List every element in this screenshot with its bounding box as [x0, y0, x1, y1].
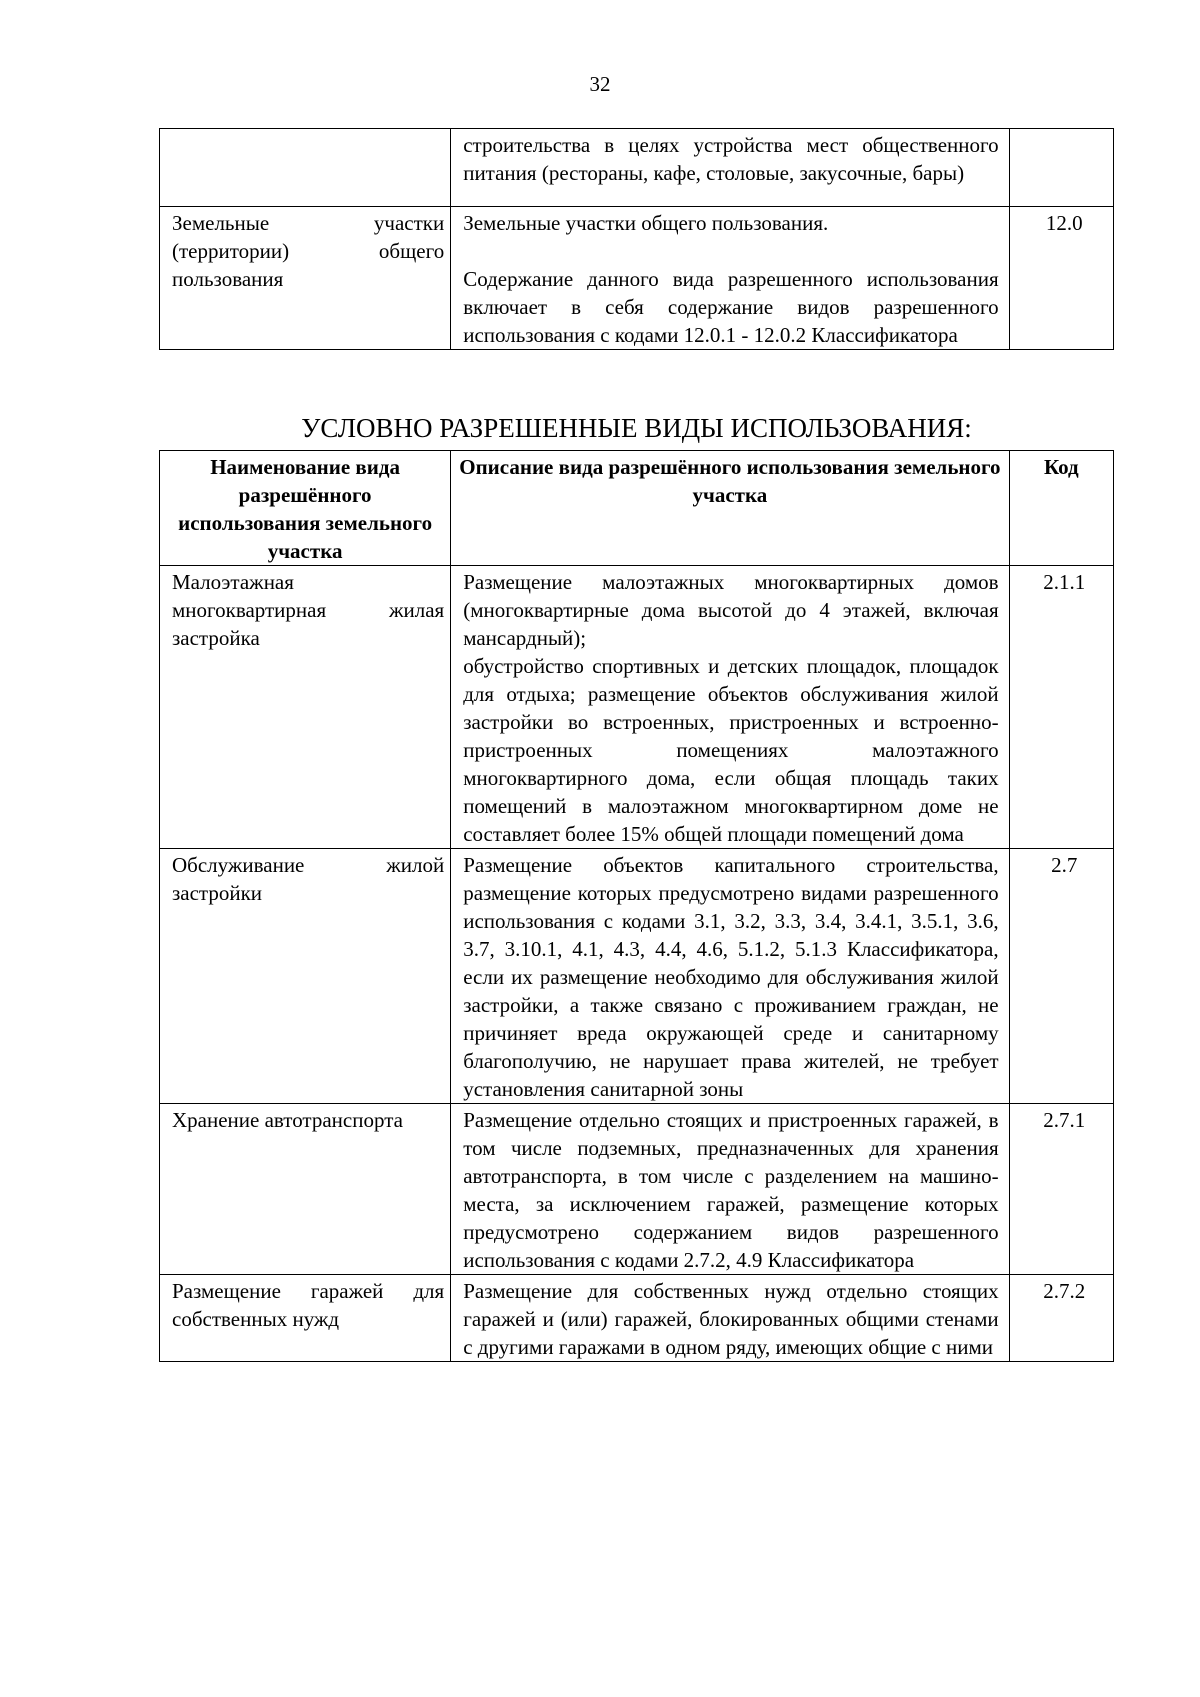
use-name-cell: Хранение автотранспорта — [160, 1104, 451, 1275]
use-name-cell: Размещение гаражей для собственных нужд — [160, 1275, 451, 1362]
use-description-cell: Размещение объектов капитального строительства, размещение которых предусмотрено видами разрешенного использования с кодами 3.1, 3.2, 3.3, 3.4, 3.4.1, 3.5.1, 3.6, 3.7, 3.10.1, 4.1, 4.3, 4.4, 4.6, 5.1.2, 5.1.3 Классификатора, если их размещение необходимо для обслуживания жилой застройки, а также связано с проживанием граждан, не причиняет вреда окружающей среде и санитарному благополучию, не нарушает права жителей, не требует установления санитарной зоны — [451, 849, 1009, 1104]
section-title: УСЛОВНО РАЗРЕШЕННЫЕ ВИДЫ ИСПОЛЬЗОВАНИЯ: — [301, 413, 972, 443]
use-code-cell: 2.7.1 — [1009, 1104, 1113, 1275]
use-description-cell: Размещение для собственных нужд отдельно стоящих гаражей и (или) гаражей, блокированных общими стенами с другими гаражами в одном ряду, имеющих общие с ними — [451, 1275, 1009, 1362]
use-code-cell: 2.1.1 — [1009, 566, 1113, 849]
use-description-text: Размещение малоэтажных многоквартирных домов (многоквартирные дома высотой до 4 этажей, включая мансардный); — [463, 570, 999, 650]
use-description-text-continued: обустройство спортивных и детских площадок, площадок для отдыха; размещение объектов обслуживания жилой застройки во встроенных, пристроенных и встроенно-пристроенных помещениях малоэтажного многоквартирного дома, если общая площадь таких помещений в малоэтажном многоквартирном доме не составляет более 15% общей площади помещений дома — [463, 654, 999, 846]
use-name-cell: Обслуживание жилой застройки — [160, 849, 451, 1104]
header-description: Описание вида разрешённого использования земельного участка — [451, 451, 1009, 566]
conditional-uses-table — [159, 450, 1114, 1362]
table-row — [160, 1275, 1114, 1362]
table-row — [160, 129, 1114, 207]
table-row — [160, 207, 1114, 350]
use-code-cell: 12.0 — [1009, 207, 1113, 350]
table-row — [160, 1104, 1114, 1275]
use-description-cell: Размещение отдельно стоящих и пристроенных гаражей, в том числе подземных, предназначенных для хранения автотранспорта, в том числе с разделением на машино-места, за исключением гаражей, размещение которых предусмотрено содержанием видов разрешенного использования с кодами 2.7.2, 4.9 Классификатора — [451, 1104, 1009, 1275]
use-name-cell: Земельные участки (территории) общего пользования — [160, 207, 451, 350]
header-name: Наименование вида разрешённого использования земельного участка — [160, 451, 451, 566]
table-row — [160, 566, 1114, 849]
use-description-text-continued: Содержание данного вида разрешенного использования включает в себя содержание видов разрешенного использования с кодами 12.0.1 - 12.0.2 Классификатора — [463, 267, 999, 347]
use-description-cell — [451, 207, 1009, 350]
use-name-cell — [160, 129, 451, 207]
use-description-text: Земельные участки общего пользования. — [463, 211, 829, 235]
page-number: 32 — [589, 72, 611, 96]
use-description-cell — [451, 566, 1009, 849]
use-code-cell: 2.7 — [1009, 849, 1113, 1104]
table-row — [160, 849, 1114, 1104]
use-description-cell — [451, 129, 1009, 207]
continuation-table — [159, 128, 1114, 350]
use-name-cell: Малоэтажная многоквартирная жилая застройка — [160, 566, 451, 849]
use-code-cell: 2.7.2 — [1009, 1275, 1113, 1362]
header-code: Код — [1009, 451, 1113, 566]
use-description-text: строительства в целях устройства мест общественного питания (рестораны, кафе, столовые, закусочные, бары) — [463, 133, 999, 185]
use-code-cell — [1009, 129, 1113, 207]
table-header-row — [160, 451, 1114, 566]
